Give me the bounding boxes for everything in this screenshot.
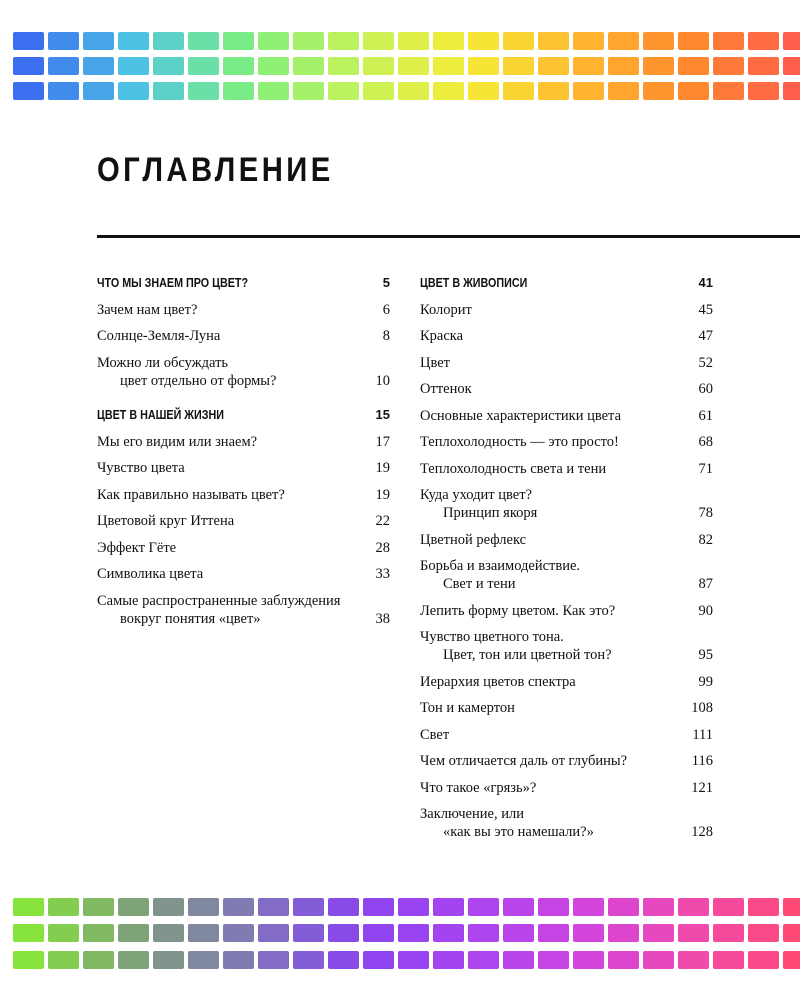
- toc-entry-lines: [420, 327, 463, 345]
- color-tile: [258, 57, 289, 75]
- color-tile: [713, 82, 744, 100]
- toc-entry-title: Оттенок: [420, 381, 472, 397]
- color-tile: [328, 32, 359, 50]
- toc-entry-title: Солнце-Земля-Луна: [97, 328, 221, 344]
- toc-entry-lines: [97, 433, 257, 451]
- section-title: ЦВЕТ В НАШЕЙ ЖИЗНИ: [97, 408, 224, 422]
- toc-entry-title: Эффект Гёте: [97, 539, 177, 556]
- color-tile: [398, 924, 429, 942]
- toc-column-left: [97, 274, 390, 644]
- toc-entry-page-number: 38: [375, 610, 390, 627]
- page-title: ОГЛАВЛЕНИЕ: [97, 151, 334, 189]
- color-tile: [118, 951, 149, 969]
- color-tile: [328, 82, 359, 100]
- toc-entry-page-number: 60: [698, 381, 713, 397]
- toc-entry-title: Цветовой круг Иттена: [97, 513, 235, 529]
- toc-entry-lines: [420, 460, 606, 478]
- toc-entry-title: Лепить форму цветом. Как это?: [420, 602, 616, 619]
- color-tile: [573, 951, 604, 969]
- color-tile: [748, 951, 779, 969]
- toc-entry-lines: [420, 486, 537, 522]
- color-tile: [83, 82, 114, 100]
- toc-entry-title: Как правильно называть цвет?: [97, 486, 285, 503]
- color-tile: [468, 951, 499, 969]
- color-tile: [748, 898, 779, 916]
- color-tile: [398, 898, 429, 916]
- toc-entry-page-number: 45: [698, 301, 713, 318]
- color-tile: [13, 57, 44, 75]
- color-tile: [153, 951, 184, 969]
- color-tile: [433, 951, 464, 969]
- color-tile: [538, 951, 569, 969]
- toc-entry-title: Иерархия цветов спектра: [420, 673, 576, 690]
- title-rule: [97, 235, 800, 238]
- toc-column-right: [420, 274, 713, 858]
- toc-entry-page-number: 90: [698, 602, 713, 619]
- section-title: ЧТО МЫ ЗНАЕМ ПРО ЦВЕТ?: [97, 276, 249, 290]
- color-tile: [188, 82, 219, 100]
- color-tile: [713, 32, 744, 50]
- toc-entry: [420, 327, 713, 345]
- toc-entry: [97, 512, 390, 530]
- toc-entry-lines: [97, 301, 197, 319]
- toc-entry-lines: [97, 539, 176, 557]
- color-tile: [293, 898, 324, 916]
- color-tile: [748, 57, 779, 75]
- color-tile: [398, 57, 429, 75]
- color-tile: [503, 951, 534, 969]
- toc-entry: [97, 301, 390, 319]
- section-page-number: 41: [698, 275, 713, 290]
- color-tile: [13, 32, 44, 50]
- color-tile: [538, 57, 569, 75]
- toc-entry-lines: [97, 327, 220, 345]
- color-tile: [643, 898, 674, 916]
- color-tile: [503, 57, 534, 75]
- color-tile: [608, 82, 639, 100]
- color-tile: [328, 57, 359, 75]
- color-tile: [153, 57, 184, 75]
- color-tile: [118, 924, 149, 942]
- section-header-lines: [97, 406, 245, 424]
- color-band-top: [0, 32, 800, 112]
- color-tile: [153, 82, 184, 100]
- toc-entry: [420, 407, 713, 425]
- toc-entry-page-number: 6: [382, 301, 390, 318]
- color-tile: [223, 951, 254, 969]
- toc-entry: [97, 433, 390, 451]
- toc-entry: [97, 327, 390, 345]
- color-tile: [48, 951, 79, 969]
- color-tile: [188, 32, 219, 50]
- toc-entry: [420, 673, 713, 691]
- toc-entry: [420, 628, 713, 664]
- toc-entry-lines: [420, 557, 580, 593]
- toc-entry: [97, 354, 390, 390]
- toc-entry-page-number: 128: [691, 824, 713, 840]
- toc-entry: [420, 752, 713, 770]
- color-tile: [398, 32, 429, 50]
- toc-entry: [420, 726, 713, 744]
- toc-entry-title: Можно ли обсуждать: [97, 354, 229, 371]
- toc-entry-title: Борьба и взаимодействие.: [420, 558, 581, 574]
- color-tile: [83, 951, 114, 969]
- color-tile: [713, 57, 744, 75]
- toc-entry-lines: [97, 565, 203, 583]
- color-tile: [643, 57, 674, 75]
- toc-entry-title: Чем отличается даль от глубины?: [420, 753, 628, 769]
- toc-entry: [97, 592, 390, 628]
- section-header: [420, 274, 713, 292]
- color-tile: [363, 924, 394, 942]
- color-tile: [608, 924, 639, 942]
- toc-entry: [420, 557, 713, 593]
- color-tile: [83, 57, 114, 75]
- toc-entry-lines: [420, 628, 612, 664]
- toc-entry-page-number: 28: [375, 539, 390, 556]
- color-tile: [433, 924, 464, 942]
- toc-entry: [420, 779, 713, 797]
- toc-entry-title: Теплохолодность света и тени: [420, 460, 607, 477]
- toc-entry-lines: [420, 531, 526, 549]
- color-tile: [783, 57, 800, 75]
- color-tile: [118, 898, 149, 916]
- toc-entry: [420, 531, 713, 549]
- color-tile: [573, 924, 604, 942]
- toc-entry: [420, 460, 713, 478]
- color-tile: [678, 951, 709, 969]
- toc-entry-lines: [420, 699, 515, 717]
- color-tile: [258, 951, 289, 969]
- section-page-number: 15: [375, 407, 390, 422]
- toc-entry-page-number: 68: [698, 434, 713, 450]
- color-tile: [713, 924, 744, 942]
- color-tile: [468, 924, 499, 942]
- color-tile: [433, 32, 464, 50]
- color-tile: [48, 57, 79, 75]
- toc-entry-title: Куда уходит цвет?: [420, 487, 532, 503]
- toc-entry: [420, 354, 713, 372]
- color-tile: [433, 898, 464, 916]
- color-tile: [153, 898, 184, 916]
- toc-entry-page-number: 111: [692, 726, 713, 743]
- color-tile: [223, 57, 254, 75]
- toc-entry-title: Краска: [420, 328, 464, 344]
- color-tile: [48, 898, 79, 916]
- section-header-lines: [420, 274, 545, 292]
- color-tile: [118, 32, 149, 50]
- toc-entry-title: Принцип якоря: [443, 505, 538, 521]
- toc-entry-lines: [420, 301, 472, 319]
- toc-entry-page-number: 52: [698, 354, 713, 371]
- toc-entry-lines: [420, 779, 536, 797]
- color-tile: [608, 898, 639, 916]
- toc-entry-lines: [420, 354, 450, 372]
- color-tile: [223, 898, 254, 916]
- toc-entry-page-number: 82: [698, 531, 713, 548]
- toc-entry-title: «как вы это намешали?»: [443, 824, 594, 840]
- color-tile: [118, 57, 149, 75]
- color-tile: [678, 924, 709, 942]
- toc-entry: [97, 565, 390, 583]
- toc-entry-page-number: 61: [698, 407, 713, 424]
- toc-entry-lines: [420, 407, 621, 425]
- color-tile: [48, 82, 79, 100]
- color-tile: [363, 951, 394, 969]
- toc-entry-title: Самые распространенные заблуждения: [97, 592, 341, 609]
- color-tile: [643, 951, 674, 969]
- color-band-bottom: [0, 898, 800, 978]
- toc-entry-page-number: 116: [691, 753, 713, 769]
- toc-entry-lines: [97, 512, 234, 530]
- color-tile: [783, 32, 800, 50]
- toc-entry-title: Цвет: [420, 354, 451, 371]
- toc-entry-lines: [420, 726, 449, 744]
- color-tile: [328, 898, 359, 916]
- color-tile: [608, 951, 639, 969]
- color-tile: [398, 82, 429, 100]
- color-tile: [328, 951, 359, 969]
- toc-entry-page-number: 47: [698, 328, 713, 344]
- toc-entry: [97, 539, 390, 557]
- color-tile: [608, 32, 639, 50]
- color-tile: [258, 32, 289, 50]
- toc-entry: [420, 805, 713, 841]
- toc-entry-title: Свет: [420, 726, 450, 743]
- color-tile: [468, 898, 499, 916]
- color-tile: [363, 57, 394, 75]
- toc-section: [420, 274, 713, 841]
- toc-entry-title: цвет отдельно от формы?: [120, 372, 277, 389]
- color-tile: [538, 924, 569, 942]
- color-tile: [13, 924, 44, 942]
- toc-entry-lines: [420, 752, 627, 770]
- color-tile: [398, 951, 429, 969]
- color-tile: [153, 924, 184, 942]
- toc-entry: [420, 433, 713, 451]
- toc-entry-title: Символика цвета: [97, 566, 204, 582]
- color-tile: [643, 924, 674, 942]
- color-tile: [503, 82, 534, 100]
- toc-entry-title: Основные характеристики цвета: [420, 407, 622, 424]
- color-tile: [468, 32, 499, 50]
- color-tile: [223, 32, 254, 50]
- toc-entry-title: Тон и камертон: [420, 700, 515, 716]
- color-tile: [363, 898, 394, 916]
- color-tile: [433, 57, 464, 75]
- color-tile: [83, 924, 114, 942]
- color-tile: [188, 924, 219, 942]
- toc-entry-page-number: 78: [698, 505, 713, 521]
- toc-entry-lines: [97, 592, 340, 628]
- toc-entry: [97, 459, 390, 477]
- toc-entry-title: Заключение, или: [420, 806, 524, 822]
- toc-entry-lines: [420, 673, 576, 691]
- toc-entry-page-number: 10: [375, 372, 390, 389]
- toc-entry-page-number: 108: [691, 700, 713, 716]
- color-tile: [293, 951, 324, 969]
- toc-entry-page-number: 19: [375, 486, 390, 503]
- toc-section: [97, 406, 390, 628]
- section-header: [97, 274, 390, 292]
- color-tile: [783, 924, 800, 942]
- section-title: ЦВЕТ В ЖИВОПИСИ: [420, 276, 528, 290]
- toc-entry-title: Цвет, тон или цветной тон?: [443, 647, 612, 663]
- toc-entry-lines: [420, 602, 615, 620]
- toc-entry-title: Теплохолодность — это просто!: [420, 434, 619, 450]
- toc-entry-lines: [420, 380, 472, 398]
- color-tile: [503, 924, 534, 942]
- color-tile: [713, 951, 744, 969]
- toc-entry-page-number: 33: [375, 566, 390, 582]
- color-tile: [643, 32, 674, 50]
- color-tile: [293, 32, 324, 50]
- toc-entry: [420, 380, 713, 398]
- color-tile: [608, 57, 639, 75]
- toc-entry-title: Зачем нам цвет?: [97, 301, 198, 318]
- color-tile: [748, 924, 779, 942]
- color-tile: [258, 82, 289, 100]
- color-tile: [678, 32, 709, 50]
- color-tile: [118, 82, 149, 100]
- color-tile: [713, 898, 744, 916]
- color-tile: [293, 57, 324, 75]
- color-tile: [538, 32, 569, 50]
- color-tile: [573, 898, 604, 916]
- toc-entry-page-number: 17: [375, 433, 390, 450]
- color-tile: [678, 57, 709, 75]
- color-tile: [188, 951, 219, 969]
- color-tile: [783, 898, 800, 916]
- color-tile: [363, 82, 394, 100]
- color-tile: [48, 924, 79, 942]
- toc-entry-title: вокруг понятия «цвет»: [120, 610, 261, 627]
- color-tile: [188, 898, 219, 916]
- toc-entry-page-number: 19: [375, 460, 390, 476]
- color-tile: [13, 898, 44, 916]
- color-tile: [748, 32, 779, 50]
- toc-entry-page-number: 71: [698, 460, 713, 477]
- toc-entry-title: Цветной рефлекс: [420, 531, 527, 548]
- section-header-lines: [97, 274, 273, 292]
- toc-entry-page-number: 22: [375, 513, 390, 529]
- color-tile: [293, 82, 324, 100]
- color-tile: [573, 57, 604, 75]
- color-tile: [643, 82, 674, 100]
- toc-entry-lines: [420, 433, 619, 451]
- color-tile: [153, 32, 184, 50]
- toc-entry-lines: [420, 805, 594, 841]
- toc-entry: [420, 301, 713, 319]
- color-tile: [83, 32, 114, 50]
- toc-entry-page-number: 99: [698, 673, 713, 690]
- toc-entry-page-number: 121: [691, 779, 713, 796]
- toc-entry-title: Свет и тени: [443, 576, 516, 592]
- color-tile: [13, 951, 44, 969]
- toc-entry-title: Что такое «грязь»?: [420, 779, 537, 796]
- section-header: [97, 406, 390, 424]
- color-tile: [188, 57, 219, 75]
- toc-entry-title: Чувство цветного тона.: [420, 629, 564, 645]
- toc-entry-lines: [97, 486, 285, 504]
- toc-entry-title: Колорит: [420, 301, 472, 318]
- color-tile: [258, 898, 289, 916]
- toc-entry: [420, 602, 713, 620]
- toc-entry-page-number: 8: [382, 328, 390, 344]
- toc-entry-title: Чувство цвета: [97, 460, 185, 476]
- color-tile: [293, 924, 324, 942]
- color-tile: [83, 898, 114, 916]
- color-tile: [748, 82, 779, 100]
- color-tile: [223, 924, 254, 942]
- section-page-number: 5: [382, 275, 390, 290]
- toc-entry-title: Мы его видим или знаем?: [97, 433, 258, 450]
- color-tile: [503, 898, 534, 916]
- color-tile: [223, 82, 254, 100]
- toc-entry-lines: [97, 354, 276, 390]
- toc-section: [97, 274, 390, 390]
- color-tile: [783, 82, 800, 100]
- toc-entry: [420, 486, 713, 522]
- toc-entry: [420, 699, 713, 717]
- color-tile: [13, 82, 44, 100]
- toc-entry: [97, 486, 390, 504]
- color-tile: [468, 82, 499, 100]
- color-tile: [328, 924, 359, 942]
- color-tile: [433, 82, 464, 100]
- color-tile: [258, 924, 289, 942]
- color-tile: [468, 57, 499, 75]
- color-tile: [678, 82, 709, 100]
- color-tile: [48, 32, 79, 50]
- toc-entry-lines: [97, 459, 185, 477]
- color-tile: [363, 32, 394, 50]
- toc-entry-page-number: 87: [698, 576, 713, 592]
- color-tile: [678, 898, 709, 916]
- color-tile: [573, 32, 604, 50]
- color-tile: [503, 32, 534, 50]
- toc-entry-page-number: 95: [698, 647, 713, 663]
- color-tile: [573, 82, 604, 100]
- color-tile: [538, 898, 569, 916]
- color-tile: [783, 951, 800, 969]
- color-tile: [538, 82, 569, 100]
